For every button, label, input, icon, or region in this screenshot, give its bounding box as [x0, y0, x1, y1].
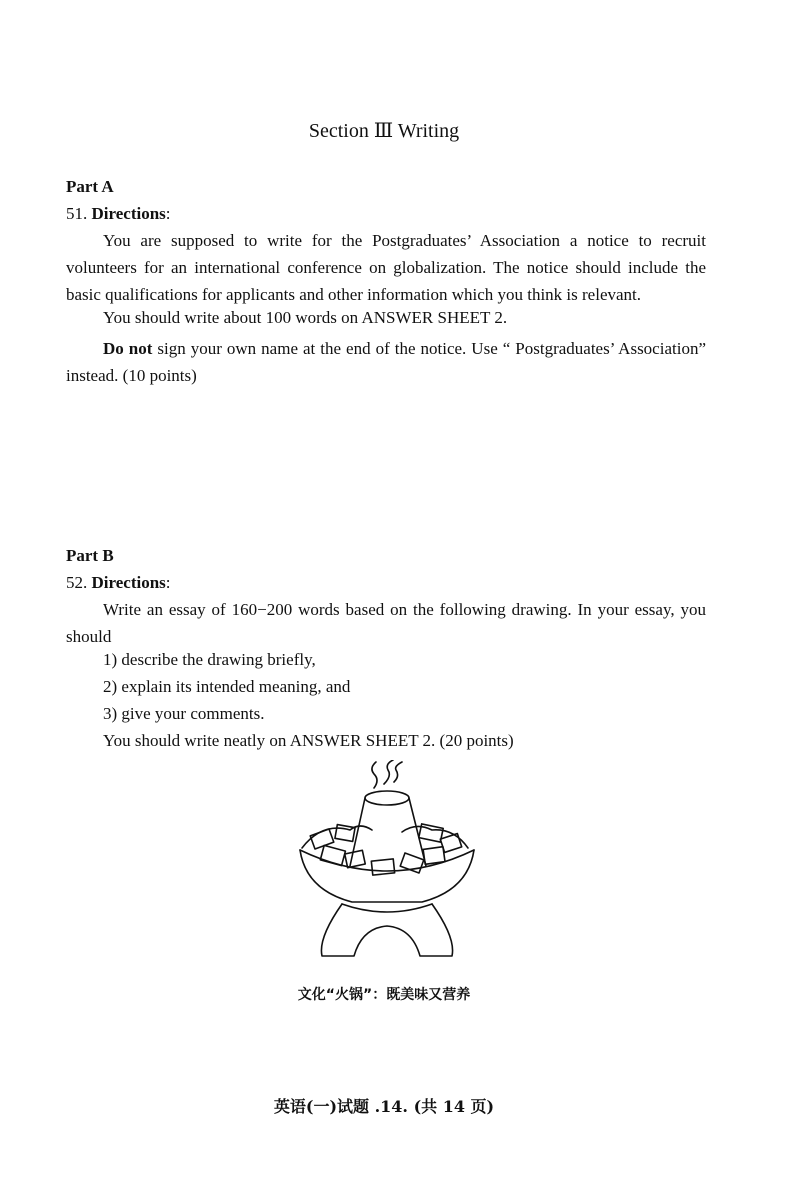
do-not-emphasis: Do not [103, 339, 153, 358]
question-52-directions-label: Directions [91, 573, 166, 592]
question-52-item-3: 3) give your comments. [103, 704, 265, 723]
bowl-rim [300, 850, 474, 871]
section-title: Section Ⅲ Writing [308, 120, 460, 142]
question-52-item-2: 2) explain its intended meaning, and [103, 677, 351, 696]
food-block-9 [371, 859, 394, 875]
chimney-top [365, 791, 409, 805]
steam-line-2 [384, 760, 393, 784]
question-51-directions-colon: : [165, 204, 171, 223]
question-52-closing: You should write neatly on ANSWER SHEET 2. (20 points) [103, 731, 514, 750]
page-footer: 英语(一)试题 .14. (共 14 页) [273, 1097, 495, 1116]
question-51-directions-label: Directions [91, 204, 166, 223]
question-52-directions-colon: : [165, 573, 171, 592]
food-block-4 [345, 850, 366, 867]
bowl-body [300, 850, 474, 902]
food-block-2 [335, 825, 355, 842]
steam-line-3 [394, 762, 402, 782]
hotpot-drawing [292, 760, 482, 985]
question-51-paragraph-1: You are supposed to write for the Postgraduates’ Association a notice to recruit volunteers for an international conference on globalization. The notice should include the basic qualifications for applicants and other information which you think is relevant. [66, 231, 706, 304]
question-52-item-1: 1) describe the drawing briefly, [103, 650, 316, 669]
steam-line-1 [372, 762, 377, 788]
stand-top [342, 904, 432, 912]
hotpot-illustration [292, 760, 482, 985]
question-51-number: 51. [66, 204, 92, 223]
question-52-intro: Write an essay of 160−200 words based on the following drawing. In your essay, you should [66, 600, 706, 646]
question-51-paragraph-3-text: sign your own name at the end of the notice. Use “ Postgraduates’ Association” instead. (10 points) [66, 339, 706, 385]
question-51-paragraph-3 [66, 335, 706, 389]
question-51-header [66, 204, 171, 224]
question-52-number: 52. [66, 573, 92, 592]
part-a-heading: Part A [66, 177, 114, 196]
food-block-7 [423, 847, 445, 865]
question-52-header [66, 573, 171, 593]
question-51-paragraph-2: You should write about 100 words on ANSWER SHEET 2. [103, 308, 508, 327]
part-b-heading: Part B [66, 546, 114, 565]
figure-caption: 文化“火锅”：既美味又营养 [297, 987, 471, 1003]
food-block-1 [310, 829, 334, 849]
